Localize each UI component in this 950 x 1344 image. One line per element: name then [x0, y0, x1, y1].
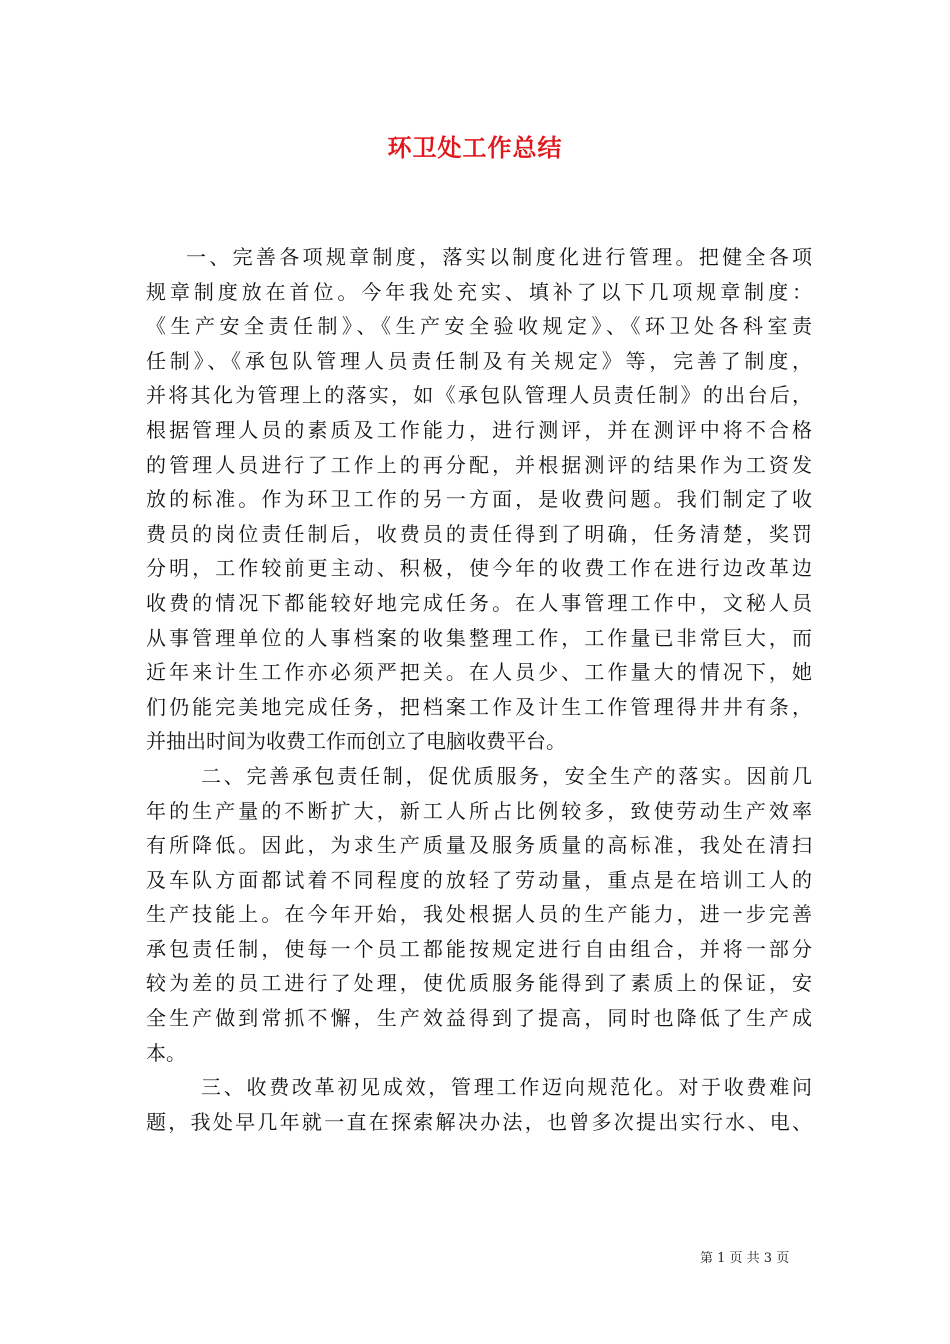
paragraph-1-line-5: 并将其化为管理上的落实，如《承包队管理人员责任制》的出台后，: [146, 383, 812, 408]
paragraph-1-line-4: 任制》、《承包队管理人员责任制及有关规定》等，完善了制度，: [146, 348, 812, 373]
paragraph-1-line-1: 一、完善各项规章制度，落实以制度化进行管理。把健全各项: [186, 245, 812, 269]
paragraph-2-line-3: 有所降低。因此，为求生产质量及服务质量的高标准，我处在清扫: [146, 833, 812, 858]
paragraph-3-line-1: 三、收费改革初见成效，管理工作迈向规范化。对于收费难问: [201, 1075, 812, 1100]
paragraph-2-line-2: 年的生产量的不断扩大，新工人所占比例较多，致使劳动生产效率: [146, 798, 812, 823]
paragraph-1-line-8: 放的标准。作为环卫工作的另一方面，是收费问题。我们制定了收: [146, 487, 812, 512]
paragraph-1-line-10: 分明，工作较前更主动、积极，使今年的收费工作在进行边改革边: [146, 556, 812, 581]
paragraph-1-line-9: 费员的岗位责任制后，收费员的责任得到了明确，任务清楚，奖罚: [146, 521, 812, 546]
paragraph-3-line-2: 题，我处早几年就一直在探索解决办法，也曾多次提出实行水、电、: [146, 1109, 812, 1134]
paragraph-2-line-1: 二、完善承包责任制，促优质服务，安全生产的落实。因前几: [201, 763, 812, 788]
page-number: 第 1 页 共 3 页: [700, 1251, 790, 1266]
paragraph-1-line-15: 并抽出时间为收费工作而创立了电脑收费平台。: [146, 729, 566, 754]
paragraph-1-line-3: 《生产安全责任制》、《生产安全验收规定》、《环卫处各科室责: [146, 314, 812, 339]
page-title: 环卫处工作总结: [387, 133, 563, 162]
paragraph-1-line-7: 的管理人员进行了工作上的再分配，并根据测评的结果作为工资发: [146, 452, 812, 477]
paragraph-1-line-11: 收费的情况下都能较好地完成任务。在人事管理工作中，文秘人员: [146, 590, 812, 615]
paragraph-1-line-14: 们仍能完美地完成任务，把档案工作及计生工作管理得井井有条，: [146, 694, 812, 719]
paragraph-2-line-9: 本。: [146, 1040, 186, 1065]
paragraph-2-line-6: 承包责任制，使每一个员工都能按规定进行自由组合，并将一部分: [146, 936, 812, 961]
paragraph-1-line-12: 从事管理单位的人事档案的收集整理工作，工作量已非常巨大，而: [146, 625, 812, 650]
paragraph-2-line-4: 及车队方面都试着不同程度的放轻了劳动量，重点是在培训工人的: [146, 867, 812, 892]
paragraph-2-line-5: 生产技能上。在今年开始，我处根据人员的生产能力，进一步完善: [146, 902, 812, 927]
paragraph-1-line-13: 近年来计生工作亦必须严把关。在人员少、工作量大的情况下，她: [146, 660, 812, 685]
paragraph-1-line-2: 规章制度放在首位。今年我处充实、填补了以下几项规章制度：: [146, 279, 812, 304]
paragraph-2-line-8: 全生产做到常抓不懈，生产效益得到了提高，同时也降低了生产成: [146, 1006, 812, 1031]
paragraph-2-line-7: 较为差的员工进行了处理，使优质服务能得到了素质上的保证，安: [146, 971, 812, 996]
document-body: [146, 240, 812, 1139]
paragraph-1-line-6: 根据管理人员的素质及工作能力，进行测评，并在测评中将不合格: [146, 417, 812, 442]
